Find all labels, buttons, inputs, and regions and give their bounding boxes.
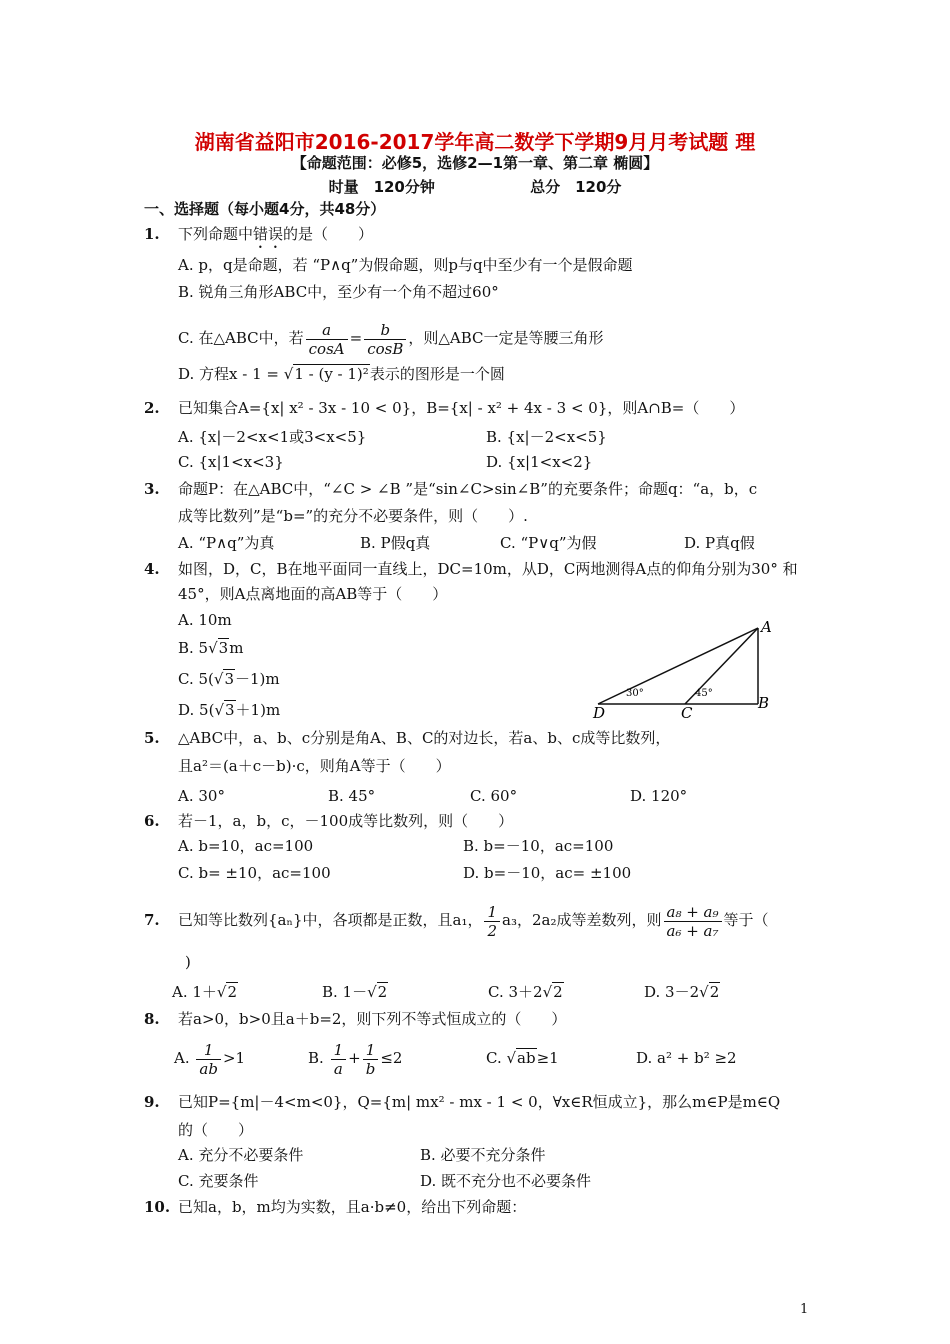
question-stem-cont: ) xyxy=(185,953,191,971)
question-number: 8. xyxy=(144,1010,160,1028)
option-a: A. b=10，ac=100 xyxy=(178,837,314,855)
label-d: D xyxy=(593,704,606,722)
option-text: 表示的图形是一个圆 xyxy=(369,365,505,383)
question-number: 5. xyxy=(144,729,160,747)
option-a: A. 1＋√2 xyxy=(172,983,238,1001)
time-label: 时量 120分钟 xyxy=(328,178,435,196)
question-number: 4. xyxy=(144,560,160,578)
option-text: ，则△ABC一定是等腰三角形 xyxy=(408,329,604,347)
page-number: 1 xyxy=(800,1302,809,1317)
option-text: D. 3－2 xyxy=(644,983,700,1001)
fraction-numerator: a₈ + a₉ xyxy=(664,903,722,922)
option-a: A. p，q是命题，若 “P∧q”为假命题，则p与q中至少有一个是假命题 xyxy=(178,256,633,274)
option-d: D. 3－2√2 xyxy=(644,983,720,1001)
stem-text: 等于（ xyxy=(723,911,769,929)
radicand: 2 xyxy=(553,983,563,1001)
question-stem: 已知P={m|－4<m<0}，Q={m| mx² - mx - 1 < 0，∀x∈R恒成立}，那么m∈P是m∈Q xyxy=(178,1093,781,1111)
radicand: 2 xyxy=(377,983,388,1001)
option-b: B. 1－√2 xyxy=(322,983,388,1001)
question-stem xyxy=(178,224,373,252)
option-b: B. 必要不充分条件 xyxy=(420,1146,546,1164)
fraction xyxy=(664,903,722,940)
radicand: 3 xyxy=(218,639,229,657)
triangle-figure xyxy=(588,616,788,722)
radicand: 3 xyxy=(224,670,234,688)
radicand: 3 xyxy=(225,701,235,719)
score-label: 总分 120分 xyxy=(530,178,622,196)
radicand: 2 xyxy=(227,983,238,1001)
fraction-denominator: ab xyxy=(199,1059,218,1078)
option-text: B. xyxy=(308,1049,324,1067)
question-stem: 如图，D，C，B在地平面同一直线上，DC=10m，从D，C两地测得A点的仰角分别为30° 和 xyxy=(178,560,798,578)
question-stem: 已知集合A={x| x² - 3x - 10 < 0}，B={x| - x² + 4x - 3 < 0}，则A∩B=（ ） xyxy=(178,399,745,417)
option-text: C. xyxy=(486,1049,502,1067)
option-d: D. {x|1<x<2} xyxy=(486,453,593,471)
option-text: A. xyxy=(174,1049,190,1067)
stem-text: a₃，2a₂成等差数列，则 xyxy=(502,911,662,929)
fraction xyxy=(363,1041,379,1078)
option-c: C. 3＋2√2 xyxy=(488,983,563,1001)
option-text: ≥1 xyxy=(536,1049,559,1067)
option-a: A. 30° xyxy=(178,787,225,805)
option-d: D. 120° xyxy=(630,787,688,805)
option-b: B. {x|－2<x<5} xyxy=(486,428,607,446)
question-stem: 若a>0，b>0且a＋b=2，则下列不等式恒成立的（ ） xyxy=(178,1010,567,1028)
line-da xyxy=(598,628,758,704)
fraction xyxy=(306,321,348,358)
fraction-numerator: 1 xyxy=(196,1041,221,1060)
angle-d-label: 30° xyxy=(626,688,644,699)
fraction-denominator: a xyxy=(333,1059,343,1078)
option-c: C. {x|1<x<3} xyxy=(178,453,284,471)
plus-sign: + xyxy=(348,1049,361,1067)
option-text: B. 5 xyxy=(178,639,209,657)
exam-scope: 【命题范围：必修5，选修2—1第一章、第二章 椭圆】 xyxy=(291,154,659,172)
stem-text: 下列命题中 xyxy=(178,225,254,243)
option-b: B. b=－10，ac=100 xyxy=(463,837,614,855)
question-stem-cont: 45°，则A点离地面的高AB等于（ ） xyxy=(178,585,448,603)
option-a: A. “P∧q”为真 xyxy=(178,534,275,552)
fraction-numerator: 1 xyxy=(484,903,500,922)
question-stem: 已知a，b，m均为实数，且a·b≠0，给出下列命题： xyxy=(178,1198,527,1216)
stem-text: 的是（ ） xyxy=(283,225,374,243)
fraction-numerator: b xyxy=(364,321,406,340)
question-number: 10. xyxy=(144,1198,171,1216)
option-b xyxy=(308,1038,402,1078)
radicand: 1 - (y - 1)² xyxy=(294,365,369,383)
option-d: D. P真q假 xyxy=(684,534,755,552)
section-heading: 一、选择题（每小题4分，共48分） xyxy=(144,200,386,218)
option-a xyxy=(174,1038,245,1078)
option-c: C. b= ±10，ac=100 xyxy=(178,864,331,882)
option-b: B. P假q真 xyxy=(360,534,431,552)
option-text: m xyxy=(229,639,244,657)
option-text: C. 在△ABC中，若 xyxy=(178,329,304,347)
option-text: C. 5( xyxy=(178,670,214,688)
fraction-denominator: cosB xyxy=(367,339,404,358)
fraction-denominator: 2 xyxy=(487,921,498,940)
equals-sign: = xyxy=(349,329,363,347)
question-stem-cont: 成等比数列”是“b=”的充分不必要条件，则（ ）. xyxy=(178,507,528,525)
exam-title: 湖南省益阳市2016-2017学年高二数学下学期9月月考试题 理 xyxy=(194,130,756,154)
question-number: 9. xyxy=(144,1093,160,1111)
question-stem xyxy=(178,898,769,942)
option-text: ＋1)m xyxy=(235,701,281,719)
fraction-denominator: a₆ + a₇ xyxy=(666,921,719,940)
question-number: 6. xyxy=(144,812,160,830)
option-text: ≤2 xyxy=(380,1049,403,1067)
option-text: >1 xyxy=(222,1049,246,1067)
option-d: D. a² + b² ≥2 xyxy=(636,1049,737,1067)
question-number: 3. xyxy=(144,480,160,498)
question-stem: 若－1，a，b，c，－100成等比数列，则（ ） xyxy=(178,812,514,830)
label-c: C xyxy=(681,704,693,722)
option-c: C. 5(√3－1)m xyxy=(178,670,280,688)
question-stem: 命题P：在△ABC中，“∠C > ∠B ”是“sin∠C>sin∠B”的充要条件；命题q：“a，b，c xyxy=(178,480,758,498)
option-d: D. 既不充分也不必要条件 xyxy=(420,1172,592,1190)
option-d: D. 方程x - 1 = √1 - (y - 1)²表示的图形是一个圆 xyxy=(178,365,505,383)
fraction xyxy=(196,1041,221,1078)
label-a: A xyxy=(761,618,772,636)
question-number: 7. xyxy=(144,911,160,929)
option-text: C. 3＋2 xyxy=(488,983,543,1001)
option-c: C. 60° xyxy=(470,787,518,805)
option-text: D. 方程x - 1 = xyxy=(178,365,279,383)
option-a: A. 充分不必要条件 xyxy=(178,1146,304,1164)
stem-text: 已知等比数列{aₙ}中，各项都是正数，且a₁， xyxy=(178,911,483,929)
option-b: B. 锐角三角形ABC中，至少有一个角不超过60° xyxy=(178,283,499,301)
exam-meta xyxy=(0,176,950,197)
fraction-numerator: 1 xyxy=(331,1041,347,1060)
option-text: A. 1＋ xyxy=(172,983,217,1001)
fraction-denominator: b xyxy=(365,1059,376,1078)
option-text: B. 1－ xyxy=(322,983,368,1001)
question-number: 1. xyxy=(144,225,160,243)
radicand: 2 xyxy=(709,983,720,1001)
option-a: A. {x|－2<x<1或3<x<5} xyxy=(178,428,367,446)
radicand: ab xyxy=(517,1049,536,1067)
fraction-numerator: a xyxy=(306,321,348,340)
question-stem-cont: 且a²＝(a＋c－b)·c，则角A等于（ ） xyxy=(178,757,451,775)
option-b: B. 5√3m xyxy=(178,639,244,657)
fraction-denominator: cosA xyxy=(308,339,345,358)
emphasis-text: 错误 xyxy=(253,225,284,243)
option-b: B. 45° xyxy=(328,787,376,805)
fraction xyxy=(364,321,406,358)
option-c: C. √ab≥1 xyxy=(486,1049,559,1067)
option-a: A. 10m xyxy=(178,611,232,629)
question-stem: △ABC中，a、b、c分别是角A、B、C的对边长，若a、b、c成等比数列， xyxy=(178,729,671,747)
option-text: D. 5( xyxy=(178,701,215,719)
option-c xyxy=(178,318,604,358)
option-d: D. 5(√3＋1)m xyxy=(178,701,281,719)
label-b: B xyxy=(758,694,770,712)
fraction xyxy=(484,903,500,940)
option-text: －1)m xyxy=(234,670,280,688)
fraction xyxy=(331,1041,347,1078)
option-c: C. “P∨q”为假 xyxy=(500,534,597,552)
question-stem-cont: 的（ ） xyxy=(178,1121,254,1139)
option-d: D. b=－10，ac= ±100 xyxy=(463,864,632,882)
question-number: 2. xyxy=(144,399,160,417)
option-c: C. 充要条件 xyxy=(178,1172,259,1190)
angle-c-label: 45° xyxy=(695,688,713,699)
fraction-numerator: 1 xyxy=(363,1041,379,1060)
